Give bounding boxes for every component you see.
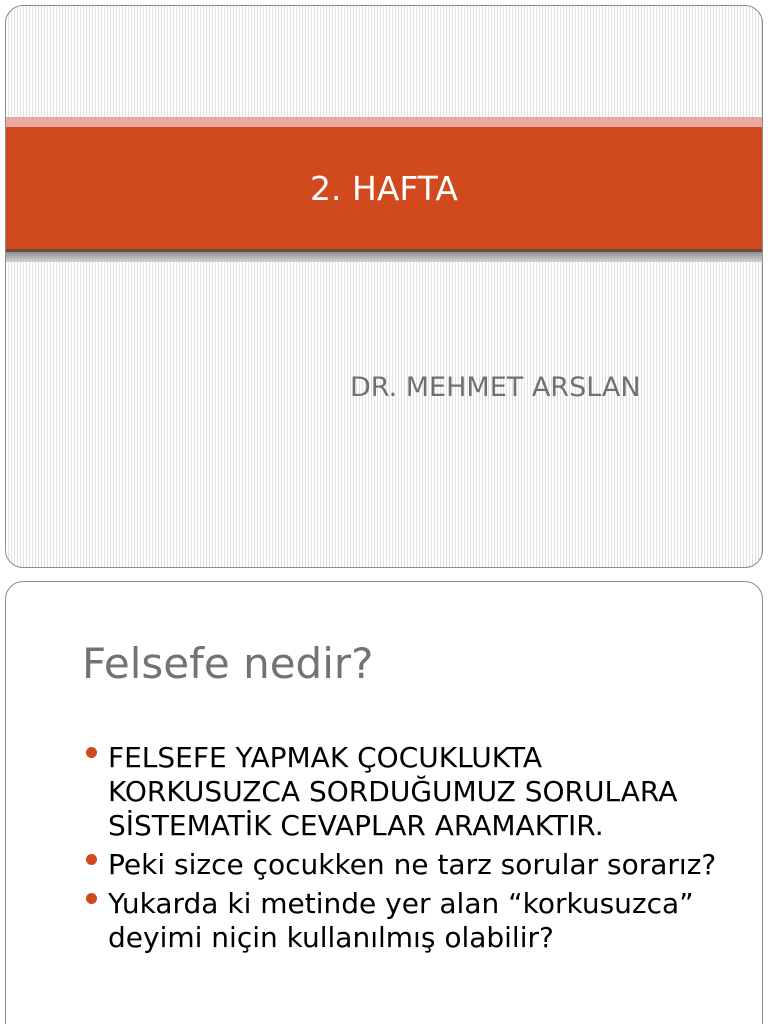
bullet-dot-icon [86,854,97,865]
bullet-text-line: Peki sizce çocukken ne tarz sorular sorarız? [108,848,717,881]
title-slide [5,5,763,568]
bullet-dot-icon [86,747,97,758]
bullet-item [86,887,746,955]
bullet-dot-icon [86,893,97,904]
bullet-text-line: deyimi niçin kullanılmış olabilir? [108,921,554,954]
bullet-text-line: KORKUSUZCA SORDUĞUMUZ SORULARA [108,775,678,808]
bullet-item [86,741,746,843]
content-slide [5,581,763,1024]
title-band-shadow [6,252,762,262]
bullet-item [86,848,746,882]
slide-title: 2. HAFTA [310,168,458,208]
bullet-text-line: SİSTEMATİK CEVAPLAR ARAMAKTIR. [108,809,604,842]
bullet-text-line: Yukarda ki metinde yer alan “korkusuzca” [108,887,694,920]
title-band [6,127,762,249]
bullet-text-line: FELSEFE YAPMAK ÇOCUKLUKTA [108,741,543,774]
bullet-list [86,741,746,955]
content-slide-title: Felsefe nedir? [82,639,374,688]
title-band-top-line [6,117,762,127]
slide-subtitle: DR. MEHMET ARSLAN [350,372,641,403]
